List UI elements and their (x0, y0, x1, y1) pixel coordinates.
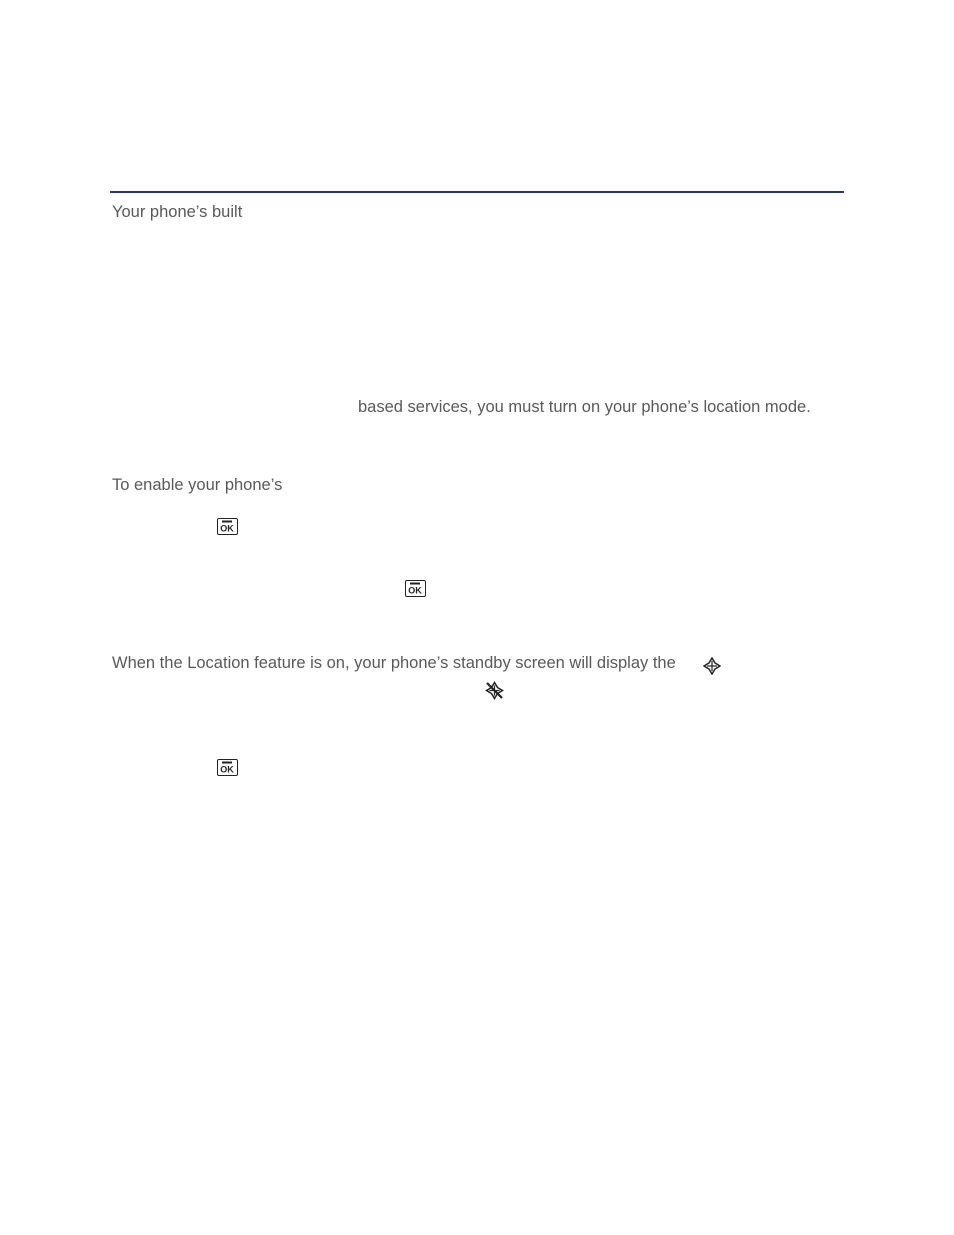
menu-ok-key-icon (405, 580, 426, 597)
intro-text: Your phone’s built (112, 203, 243, 221)
menu-ok-key-icon (217, 518, 238, 535)
location-services-text: based services, you must turn on your phone’s location mode. (358, 398, 811, 416)
enable-location-intro: To enable your phone’s (112, 476, 283, 494)
svg-text:OK: OK (220, 523, 234, 533)
location-on-icon (703, 657, 721, 680)
svg-text:OK: OK (220, 764, 234, 774)
location-on-text: When the Location feature is on, your phone’s standby screen will display the (112, 654, 676, 672)
menu-ok-key-icon (217, 759, 238, 776)
location-off-icon (485, 681, 504, 705)
svg-text:OK: OK (408, 585, 422, 595)
section-divider (110, 191, 844, 193)
